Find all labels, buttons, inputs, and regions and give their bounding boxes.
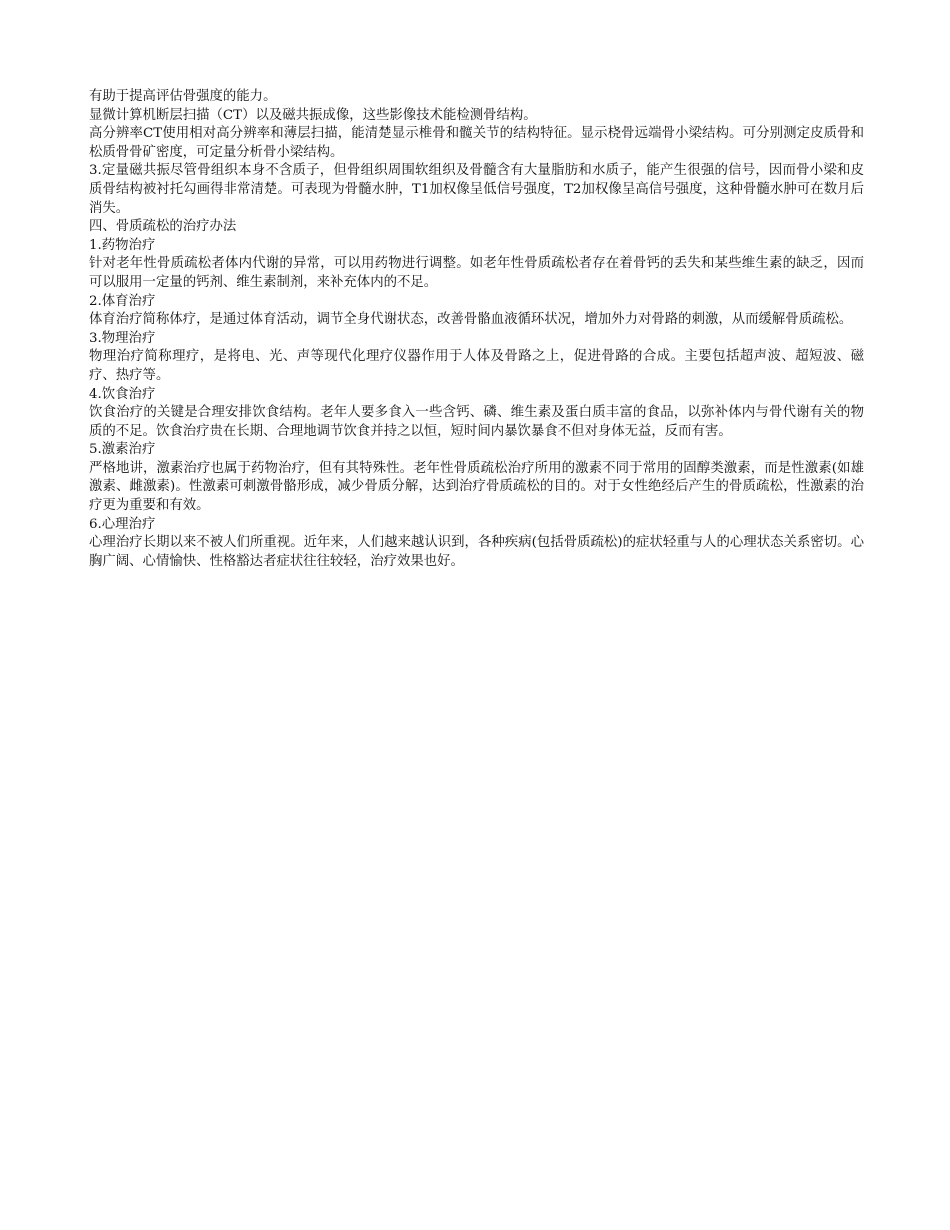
paragraph-physical-therapy: 物理治疗简称理疗，是将电、光、声等现代化理疗仪器作用于人体及骨路之上，促进骨路的合成。主要包括超声波、超短波、磁疗、热疗等。 [89,349,864,383]
subheading-diet-therapy: 4.饮食治疗 [89,386,156,402]
paragraph-hr-ct: 高分辨率CT使用相对高分辨率和薄层扫描，能清楚显示椎骨和髋关节的结构特征。显示桡骨远端骨小梁结构。可分别测定皮质骨和松质骨骨矿密度，可定量分析骨小梁结构。 [89,126,864,160]
subheading-psychological-therapy: 6.心理治疗 [89,516,156,532]
paragraph-exercise-therapy: 体育治疗简称体疗，是通过体育活动，调节全身代谢状态，改善骨骼血液循环状况，增加外力对骨路的刺激，从而缓解骨质疏松。 [89,312,853,328]
paragraph-quantitative-mri: 3.定量磁共振尽管骨组织本身不含质子，但骨组织周围软组织及骨髓含有大量脂肪和水质子，能产生很强的信号，因而骨小梁和皮质骨结构被衬托勾画得非常清楚。可表现为骨髓水肿，T1加权像呈低信号强度，T2加权像呈高信号强度，这种骨髓水肿可在数月后消失。 [89,163,864,216]
paragraph-hormone-therapy: 严格地讲，激素治疗也属于药物治疗，但有其特殊性。老年性骨质疏松治疗所用的激素不同于常用的固醇类激素，而是性激素(如雄激素、雌激素)。性激素可刺激骨骼形成，减少骨质分解，达到治疗骨质疏松的目的。对于女性绝经后产生的骨质疏松，性激素的治疗更为重要和有效。 [89,460,864,514]
paragraph-drug-therapy: 针对老年性骨质疏松者体内代谢的异常，可以用药物进行调整。如老年性骨质疏松者存在着骨钙的丢失和某些维生素的缺乏，因而可以服用一定量的钙剂、维生素制剂，来补充体内的不足。 [89,256,864,290]
paragraph-micro-ct: 显微计算机断层扫描（CT）以及磁共振成像，这些影像技术能检测骨结构。 [89,107,537,123]
section-heading-treatment: 四、骨质疏松的治疗办法 [89,219,237,235]
subheading-hormone-therapy: 5.激素治疗 [89,442,156,458]
document-body [89,88,864,571]
subheading-exercise-therapy: 2.体育治疗 [89,293,156,309]
subheading-drug-therapy: 1.药物治疗 [89,237,156,253]
paragraph-diet-therapy: 饮食治疗的关键是合理安排饮食结构。老年人要多食入一些含钙、磷、维生素及蛋白质丰富的食品，以弥补体内与骨代谢有关的物质的不足。饮食治疗贵在长期、合理地调节饮食并持之以恒，短时间内暴饮暴食不但对身体无益，反而有害。 [89,405,864,439]
paragraph-psychological-therapy: 心理治疗长期以来不被人们所重视。近年来，人们越来越认识到，各种疾病(包括骨质疏松)的症状轻重与人的心理状态关系密切。心胸广阔、心情愉快、性格豁达者症状往往较轻，治疗效果也好。 [89,535,864,569]
subheading-physical-therapy: 3.物理治疗 [89,330,156,346]
paragraph-bone-strength: 有助于提高评估骨强度的能力。 [89,89,277,104]
